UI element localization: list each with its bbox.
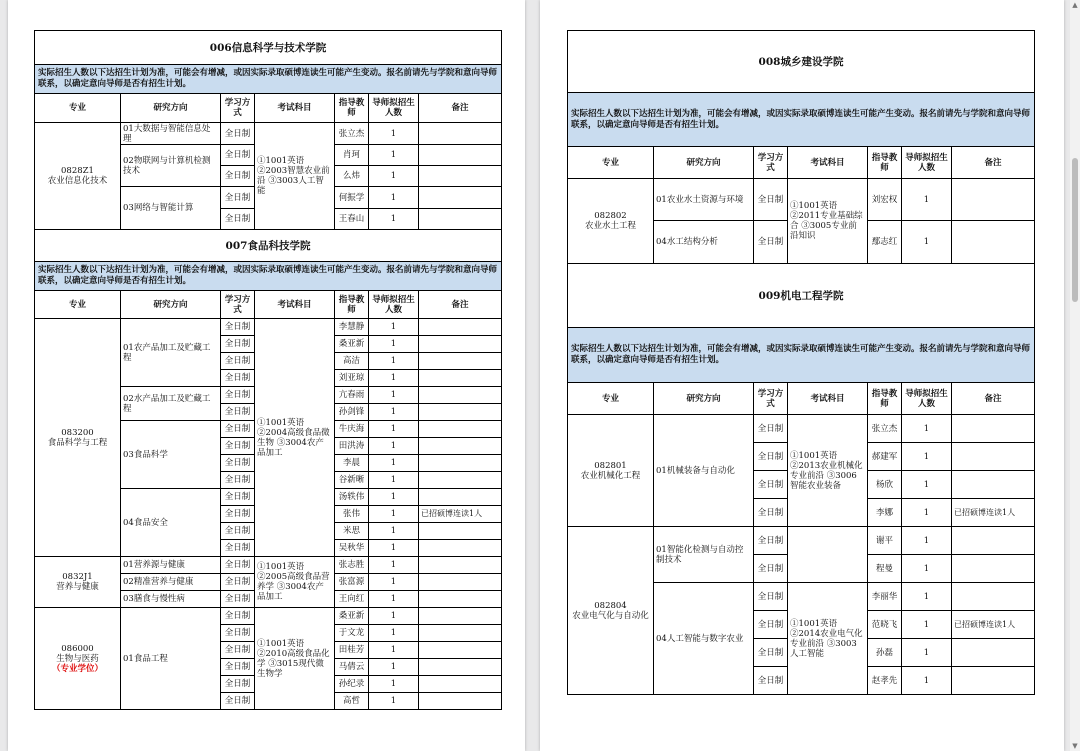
quota-cell: 1	[902, 583, 952, 611]
advisor-cell: 李晨	[335, 455, 369, 472]
advisor-cell: 于文龙	[335, 625, 369, 642]
header-exam: 考试科目	[255, 94, 335, 123]
major-cell: 0832J1 营养与健康	[35, 557, 121, 608]
direction-cell: 04水工结构分析	[654, 221, 754, 264]
mode-cell: 全日制	[754, 527, 788, 555]
exam-cell: ①1001英语 ②2005高级食品营养学 ③3004农产品加工	[255, 557, 335, 608]
note-cell	[419, 591, 502, 608]
advisor-cell: 李娜	[868, 499, 902, 527]
mode-cell: 全日制	[221, 353, 255, 370]
mode-cell: 全日制	[221, 145, 255, 166]
major-cell: 082804 农业电气化与自动化	[568, 527, 654, 695]
quota-cell: 1	[369, 506, 419, 523]
advisor-cell: 孙纪录	[335, 676, 369, 693]
direction-cell: 01食品工程	[121, 608, 221, 710]
note-cell	[419, 404, 502, 421]
major-cell: 082801 农业机械化工程	[568, 415, 654, 527]
note-cell	[419, 642, 502, 659]
quota-cell: 1	[902, 443, 952, 471]
advisor-cell: 何振学	[335, 187, 369, 209]
notice-text: 实际招生人数以下达招生计划为准，可能会有增减，或因实际录取硕博连读生可能产生变动。报名前请先与学院和意向导师联系，以确定意向导师是否有招生计划。	[35, 262, 502, 291]
advisor-cell: 刘亚琼	[335, 370, 369, 387]
quota-cell: 1	[369, 187, 419, 209]
advisor-cell: 刘宏权	[868, 179, 902, 221]
mode-cell: 全日制	[221, 591, 255, 608]
note-cell	[419, 489, 502, 506]
advisor-cell: 高哲	[335, 693, 369, 710]
mode-cell: 全日制	[221, 319, 255, 336]
header-quota: 导师拟招生人数	[369, 94, 419, 123]
note-cell	[419, 523, 502, 540]
quota-cell: 1	[369, 659, 419, 676]
notice-text: 实际招生人数以下达招生计划为准，可能会有增减，或因实际录取硕博连读生可能产生变动。报名前请先与学院和意向导师联系，以确定意向导师是否有招生计划。	[568, 93, 1035, 147]
direction-cell: 03膳食与慢性病	[121, 591, 221, 608]
mode-cell: 全日制	[754, 639, 788, 667]
mode-cell: 全日制	[221, 421, 255, 438]
mode-cell: 全日制	[221, 438, 255, 455]
note-cell	[419, 659, 502, 676]
quota-cell: 1	[902, 611, 952, 639]
mode-cell: 全日制	[221, 574, 255, 591]
advisor-cell: 王向红	[335, 591, 369, 608]
quota-cell: 1	[369, 209, 419, 230]
advisor-cell: 牛庆海	[335, 421, 369, 438]
direction-cell: 04食品安全	[121, 489, 221, 557]
advisor-cell: 张伟	[335, 506, 369, 523]
mode-cell: 全日制	[754, 611, 788, 639]
header-note: 备注	[952, 383, 1035, 415]
quota-cell: 1	[369, 540, 419, 557]
advisor-cell: 张志胜	[335, 557, 369, 574]
header-mode: 学习方式	[754, 147, 788, 179]
note-cell: 已招硕博连读1人	[952, 499, 1035, 527]
header-note: 备注	[419, 291, 502, 319]
note-cell	[952, 443, 1035, 471]
mode-cell: 全日制	[221, 625, 255, 642]
note-cell	[419, 166, 502, 187]
header-exam: 考试科目	[788, 147, 868, 179]
advisor-cell: 马倩云	[335, 659, 369, 676]
mode-cell: 全日制	[221, 123, 255, 145]
advisor-cell: 郝建军	[868, 443, 902, 471]
note-cell	[419, 540, 502, 557]
header-quota: 导师拟招生人数	[369, 291, 419, 319]
advisor-cell: 田洪涛	[335, 438, 369, 455]
note-cell	[952, 583, 1035, 611]
note-cell	[419, 319, 502, 336]
note-cell	[419, 370, 502, 387]
quota-cell: 1	[369, 489, 419, 506]
direction-cell: 03网络与智能计算	[121, 187, 221, 230]
advisor-cell: 亢春雨	[335, 387, 369, 404]
advisor-cell: 范晓飞	[868, 611, 902, 639]
direction-cell: 04人工智能与数字农业	[654, 583, 754, 695]
quota-cell: 1	[369, 387, 419, 404]
advisor-cell: 田桂芳	[335, 642, 369, 659]
exam-cell: ①1001英语 ②2013农业机械化专业前沿 ③3006智能农业装备	[788, 415, 868, 527]
exam-cell: ①1001英语 ②2010高级食品化学 ③3015现代微生物学	[255, 608, 335, 710]
direction-cell: 02水产品加工及贮藏工程	[121, 387, 221, 421]
note-cell: 已招硕博连读1人	[952, 611, 1035, 639]
direction-cell: 01营养源与健康	[121, 557, 221, 574]
quota-cell: 1	[369, 523, 419, 540]
header-major: 专业	[35, 291, 121, 319]
note-cell	[419, 421, 502, 438]
quota-cell: 1	[369, 472, 419, 489]
note-cell	[419, 625, 502, 642]
direction-cell: 01机械装备与自动化	[654, 415, 754, 527]
advisor-cell: 张立杰	[868, 415, 902, 443]
advisor-cell: 吴秋华	[335, 540, 369, 557]
header-major: 专业	[35, 94, 121, 123]
mode-cell: 全日制	[221, 209, 255, 230]
advisor-cell: 米思	[335, 523, 369, 540]
mode-cell: 全日制	[754, 667, 788, 695]
mode-cell: 全日制	[221, 472, 255, 489]
quota-cell: 1	[369, 693, 419, 710]
advisor-cell: 王春山	[335, 209, 369, 230]
note-cell	[419, 608, 502, 625]
mode-cell: 全日制	[221, 336, 255, 353]
direction-cell: 01大数据与智能信息处理	[121, 123, 221, 145]
mode-cell: 全日制	[221, 608, 255, 625]
note-cell	[419, 336, 502, 353]
advisor-cell: 么炜	[335, 166, 369, 187]
note-cell	[419, 387, 502, 404]
advisor-cell: 谢平	[868, 527, 902, 555]
section-title-008: 008城乡建设学院	[568, 31, 1035, 93]
header-mode: 学习方式	[221, 291, 255, 319]
vertical-scrollbar[interactable]	[1070, 0, 1080, 751]
quota-cell: 1	[369, 145, 419, 166]
advisor-cell: 程曼	[868, 555, 902, 583]
header-advisor: 指导教师	[335, 94, 369, 123]
scroll-down-arrow-icon[interactable]: ▼	[1072, 742, 1078, 750]
header-mode: 学习方式	[221, 94, 255, 123]
quota-cell: 1	[369, 370, 419, 387]
advisor-cell: 孙磊	[868, 639, 902, 667]
mode-cell: 全日制	[754, 471, 788, 499]
note-cell	[419, 209, 502, 230]
mode-cell: 全日制	[754, 415, 788, 443]
quota-cell: 1	[369, 557, 419, 574]
advisor-cell: 肖珂	[335, 145, 369, 166]
header-direction: 研究方向	[654, 383, 754, 415]
quota-cell: 1	[369, 421, 419, 438]
note-cell	[419, 438, 502, 455]
mode-cell: 全日制	[221, 455, 255, 472]
mode-cell: 全日制	[221, 676, 255, 693]
quota-cell: 1	[902, 555, 952, 583]
advisor-cell: 桑亚新	[335, 608, 369, 625]
direction-cell: 01农业水土资源与环境	[654, 179, 754, 221]
mode-cell: 全日制	[754, 555, 788, 583]
quota-cell: 1	[369, 591, 419, 608]
note-cell	[952, 415, 1035, 443]
header-note: 备注	[952, 147, 1035, 179]
note-cell	[952, 179, 1035, 221]
note-cell	[952, 471, 1035, 499]
quota-cell: 1	[369, 455, 419, 472]
quota-cell: 1	[369, 319, 419, 336]
note-cell	[952, 221, 1035, 264]
header-direction: 研究方向	[121, 291, 221, 319]
admissions-table-left	[34, 30, 502, 710]
quota-cell: 1	[369, 608, 419, 625]
major-cell: 0828Z1 农业信息化技术	[35, 123, 121, 230]
mode-cell: 全日制	[754, 221, 788, 264]
mode-cell: 全日制	[754, 443, 788, 471]
major-cell: 083200 食品科学与工程	[35, 319, 121, 557]
quota-cell: 1	[902, 527, 952, 555]
direction-cell: 01智能化检测与自动控制技术	[654, 527, 754, 583]
note-cell	[952, 639, 1035, 667]
advisor-cell: 李慧静	[335, 319, 369, 336]
note-cell	[952, 667, 1035, 695]
header-direction: 研究方向	[121, 94, 221, 123]
note-cell	[419, 123, 502, 145]
exam-cell: ①1001英语 ②2004高级食品微生物 ③3004农产品加工	[255, 319, 335, 557]
mode-cell: 全日制	[221, 557, 255, 574]
quota-cell: 1	[902, 667, 952, 695]
quota-cell: 1	[369, 353, 419, 370]
note-cell	[419, 676, 502, 693]
direction-cell: 02物联网与计算机检测技术	[121, 145, 221, 187]
quota-cell: 1	[369, 404, 419, 421]
header-exam: 考试科目	[788, 383, 868, 415]
mode-cell: 全日制	[221, 523, 255, 540]
header-quota: 导师拟招生人数	[902, 147, 952, 179]
quota-cell: 1	[902, 471, 952, 499]
mode-cell: 全日制	[221, 642, 255, 659]
quota-cell: 1	[369, 123, 419, 145]
note-cell	[419, 472, 502, 489]
quota-cell: 1	[902, 499, 952, 527]
exam-cell: ①1001英语 ②2011专业基础综合 ③3005专业前沿知识	[788, 179, 868, 264]
exam-cell: ①1001英语 ②2014农业电气化专业前沿 ③3003人工智能	[788, 583, 868, 695]
header-note: 备注	[419, 94, 502, 123]
mode-cell: 全日制	[221, 166, 255, 187]
header-direction: 研究方向	[654, 147, 754, 179]
note-cell	[952, 527, 1035, 555]
advisor-cell: 杨欣	[868, 471, 902, 499]
mode-cell: 全日制	[221, 693, 255, 710]
section-title-009: 009机电工程学院	[568, 264, 1035, 328]
quota-cell: 1	[369, 574, 419, 591]
quota-cell: 1	[902, 415, 952, 443]
advisor-cell: 张立杰	[335, 123, 369, 145]
scroll-up-arrow-icon[interactable]: ▲	[1072, 1, 1078, 9]
quota-cell: 1	[369, 166, 419, 187]
advisor-cell: 桑亚新	[335, 336, 369, 353]
exam-cell	[788, 527, 868, 583]
mode-cell: 全日制	[221, 404, 255, 421]
quota-cell: 1	[369, 642, 419, 659]
advisor-cell: 谷新晰	[335, 472, 369, 489]
advisor-cell: 鄢志红	[868, 221, 902, 264]
note-cell	[419, 145, 502, 166]
header-advisor: 指导教师	[868, 147, 902, 179]
advisor-cell: 张富源	[335, 574, 369, 591]
header-advisor: 指导教师	[868, 383, 902, 415]
mode-cell: 全日制	[221, 506, 255, 523]
mode-cell: 全日制	[221, 540, 255, 557]
advisor-cell: 高洁	[335, 353, 369, 370]
mode-cell: 全日制	[221, 187, 255, 209]
mode-cell: 全日制	[221, 370, 255, 387]
direction-cell: 01农产品加工及贮藏工程	[121, 319, 221, 387]
quota-cell: 1	[369, 438, 419, 455]
direction-cell: 03食品科学	[121, 421, 221, 489]
scrollbar-thumb[interactable]	[1072, 158, 1078, 302]
note-cell	[419, 693, 502, 710]
header-major: 专业	[568, 147, 654, 179]
notice-text: 实际招生人数以下达招生计划为准，可能会有增减，或因实际录取硕博连读生可能产生变动。报名前请先与学院和意向导师联系，以确定意向导师是否有招生计划。	[35, 65, 502, 94]
header-exam: 考试科目	[255, 291, 335, 319]
note-cell	[419, 574, 502, 591]
note-cell	[952, 555, 1035, 583]
header-advisor: 指导教师	[335, 291, 369, 319]
header-major: 专业	[568, 383, 654, 415]
major-cell: 082802 农业水土工程	[568, 179, 654, 264]
note-cell	[419, 455, 502, 472]
header-quota: 导师拟招生人数	[902, 383, 952, 415]
section-title-007: 007食品科技学院	[35, 230, 502, 262]
note-cell	[419, 353, 502, 370]
mode-cell: 全日制	[221, 489, 255, 506]
advisor-cell: 孙剑锋	[335, 404, 369, 421]
mode-cell: 全日制	[221, 659, 255, 676]
admissions-table-right	[567, 30, 1035, 695]
header-mode: 学习方式	[754, 383, 788, 415]
quota-cell: 1	[902, 639, 952, 667]
advisor-cell: 赵孝先	[868, 667, 902, 695]
mode-cell: 全日制	[754, 179, 788, 221]
mode-cell: 全日制	[221, 387, 255, 404]
quota-cell: 1	[369, 676, 419, 693]
quota-cell: 1	[902, 221, 952, 264]
section-title-006: 006信息科学与技术学院	[35, 31, 502, 65]
notice-text: 实际招生人数以下达招生计划为准，可能会有增减，或因实际录取硕博连读生可能产生变动。报名前请先与学院和意向导师联系，以确定意向导师是否有招生计划。	[568, 328, 1035, 383]
advisor-cell: 李丽华	[868, 583, 902, 611]
major-cell: 086000 生物与医药 （专业学位）	[35, 608, 121, 710]
quota-cell: 1	[902, 179, 952, 221]
exam-cell: ①1001英语 ②2003智慧农业前沿 ③3003人工智能	[255, 123, 335, 230]
mode-cell: 全日制	[754, 499, 788, 527]
advisor-cell: 汤轶伟	[335, 489, 369, 506]
note-cell: 已招硕博连读1人	[419, 506, 502, 523]
note-cell	[419, 187, 502, 209]
quota-cell: 1	[369, 336, 419, 353]
note-cell	[419, 557, 502, 574]
quota-cell: 1	[369, 625, 419, 642]
mode-cell: 全日制	[754, 583, 788, 611]
direction-cell: 02精准营养与健康	[121, 574, 221, 591]
